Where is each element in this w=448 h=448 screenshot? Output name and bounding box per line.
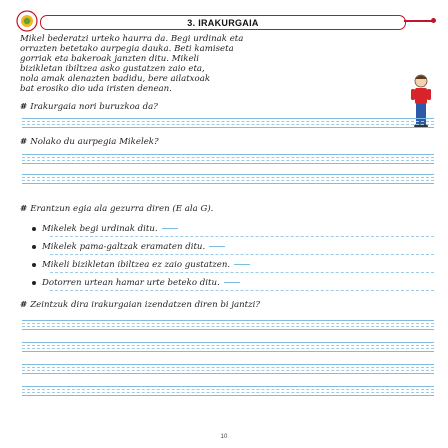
guide-line <box>50 272 434 273</box>
statement-text: Mikeli bizikletan ibiltzea ez zaio gustatzen. <box>42 260 231 270</box>
question-text: Erantzun egia ala gezurra diren (E ala G). <box>30 204 214 214</box>
answer-blank[interactable] <box>224 282 240 283</box>
reading-line: Mikel bederatzi urteko haurra da. Begi urdinak eta <box>20 34 244 44</box>
bullet-icon <box>32 245 36 249</box>
answer-lines-4c[interactable] <box>22 364 434 376</box>
statement-item <box>32 224 178 234</box>
sun-badge-icon <box>14 8 40 34</box>
answer-lines-4d[interactable] <box>22 386 434 398</box>
answer-lines-2[interactable] <box>22 154 434 166</box>
statement-text: Mikelek pama-galtzak eramaten ditu. <box>42 242 206 252</box>
answer-blank[interactable] <box>234 264 250 265</box>
answer-lines-4[interactable] <box>22 320 434 332</box>
statement-item <box>32 242 225 252</box>
hash-marker-icon: # <box>20 137 28 147</box>
question-text: Irakurgaia nori buruzkoa da? <box>30 102 158 112</box>
reading-line: bat erosiko dio uda iristen denean. <box>20 84 172 94</box>
reading-line: orrazten betetako aurpegia dauka. Beti kamiseta <box>20 44 234 54</box>
hash-marker-icon: # <box>20 300 28 310</box>
hash-marker-icon: # <box>20 204 28 214</box>
question-2 <box>20 137 159 147</box>
answer-lines-2b[interactable] <box>22 174 434 186</box>
page-number: 10 <box>220 434 228 440</box>
section-title: 3. IRAKURGAIA <box>187 17 259 28</box>
question-text: Zeintzuk dira irakurgaian izendatzen diren bi jantzi? <box>30 300 261 310</box>
reading-line: bizikletan ibiltzea asko gustatzen zaio eta, <box>20 64 205 74</box>
question-4 <box>20 300 260 310</box>
guide-line <box>50 290 434 291</box>
guide-line <box>50 236 434 237</box>
reading-line: gorriak eta bakeroak janzten ditu. Mikeli <box>20 54 200 64</box>
worksheet-page <box>10 2 438 442</box>
answer-blank[interactable] <box>162 228 178 229</box>
statement-text: Mikelek begi urdinak ditu. <box>42 224 158 234</box>
question-1 <box>20 102 158 112</box>
statement-item <box>32 260 250 270</box>
title-banner <box>40 15 406 30</box>
answer-lines-1[interactable] <box>22 118 434 130</box>
guide-line <box>50 254 434 255</box>
hash-marker-icon: # <box>20 102 28 112</box>
section-header <box>12 8 436 34</box>
bullet-icon <box>32 281 36 285</box>
question-text: Nolako du aurpegia Mikelek? <box>30 137 159 147</box>
bullet-icon <box>32 263 36 267</box>
bullet-icon <box>32 227 36 231</box>
statement-text: Dotorren urtean hamar urte beteko ditu. <box>42 278 220 288</box>
question-3 <box>20 204 213 214</box>
answer-blank[interactable] <box>209 246 225 247</box>
reading-line: nola amak alenazten badidu, bere ailatxoak <box>20 74 211 84</box>
banner-tail <box>404 20 434 22</box>
statement-item <box>32 278 240 288</box>
answer-lines-4b[interactable] <box>22 342 434 354</box>
